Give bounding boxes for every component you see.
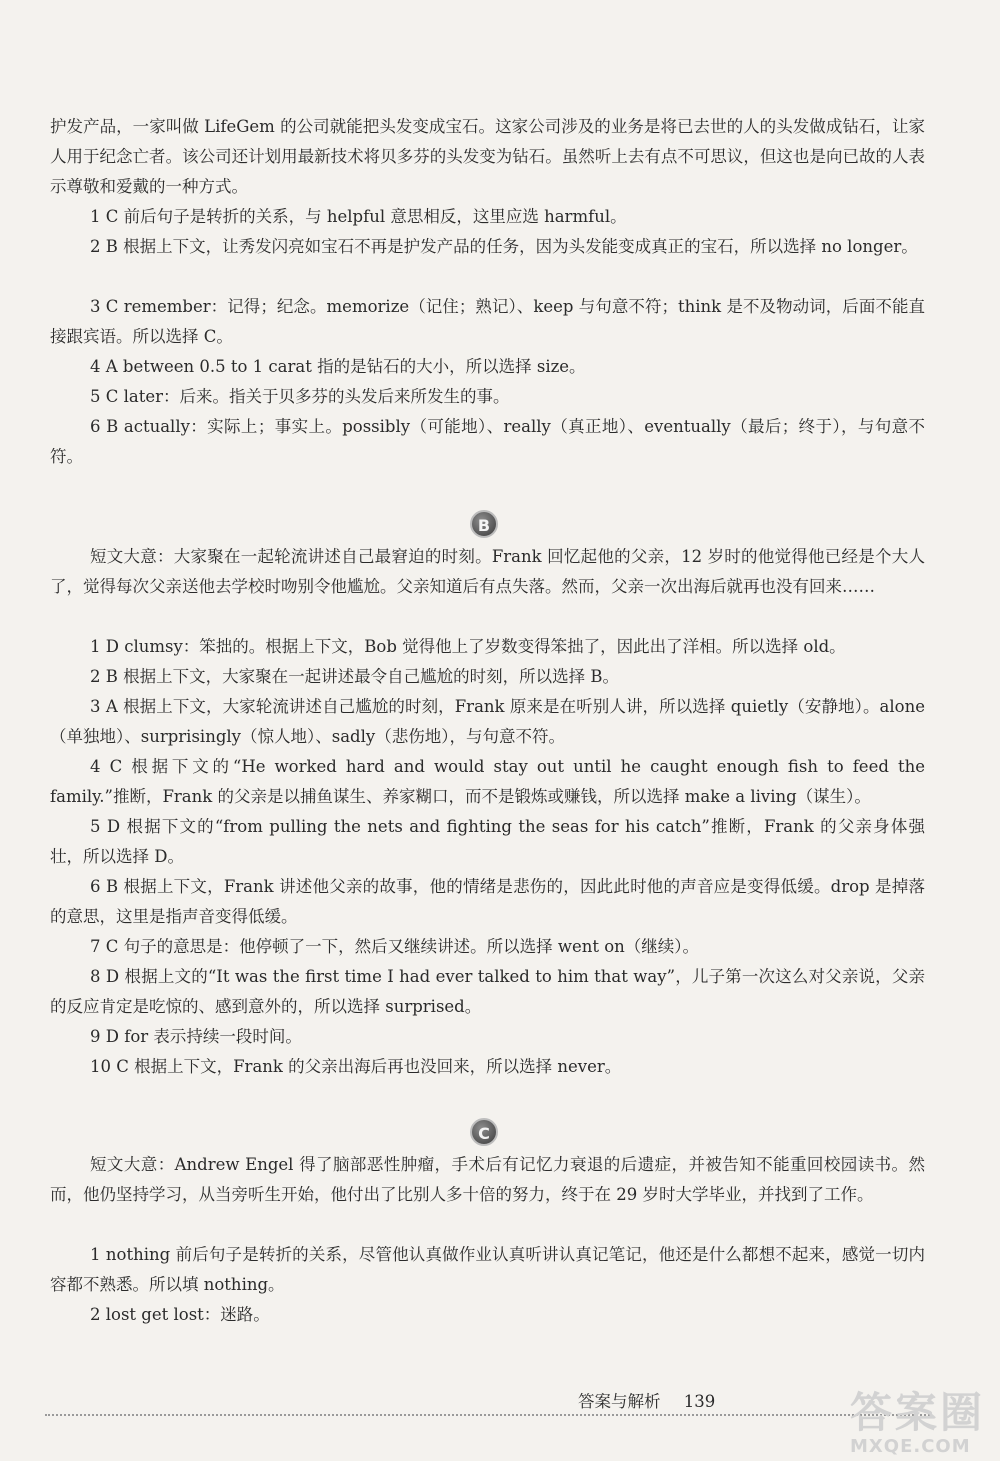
watermark-bottom: MXQE.COM	[850, 1436, 971, 1457]
answer-b-10: 10 C 根据上下文，Frank 的父亲出海后再也没回来，所以选择 never。	[90, 1057, 622, 1076]
answer-a-5: 5 C later：后来。指关于贝多芬的头发后来所发生的事。	[90, 387, 510, 406]
page-footer	[578, 1388, 715, 1412]
answer-b-3: 3 A 根据上下文，大家轮流讲述自己尴尬的时刻，Frank 原来是在听别人讲，所以选择 quietly（安静地）。alone（单独地）、surprisingly（惊人地）、sadly（悲伤地），与句意不符。	[50, 697, 925, 746]
answer-a-2: 2 B 根据上下文，让秀发闪亮如宝石不再是护发产品的任务，因为头发能变成真正的宝石，所以选择 no longer。	[90, 237, 918, 256]
watermark-top: 答案圈	[850, 1388, 986, 1437]
section-b-marker: B	[470, 510, 498, 538]
answer-a-3: 3 C remember：记得；纪念。memorize（记住；熟记）、keep 与句意不符；think 是不及物动词，后面不能直接跟宾语。所以选择 C。	[50, 297, 925, 346]
answer-b-1: 1 D clumsy：笨拙的。根据上下文，Bob 觉得他上了岁数变得笨拙了，因此出了洋相。所以选择 old。	[90, 637, 846, 656]
answer-b-4: 4 C 根据下文的“He worked hard and would stay out until he caught enough fish to feed the family.”推断，Frank 的父亲是以捕鱼谋生、养家糊口，而不是锻炼或赚钱，所以选择 make a living（谋生）。	[50, 757, 925, 806]
answer-b-5: 5 D 根据下文的“from pulling the nets and fighting the seas for his catch”推断，Frank 的父亲身体强壮，所以选择 D。	[50, 817, 925, 866]
answer-a-1: 1 C 前后句子是转折的关系，与 helpful 意思相反，这里应选 harmful。	[90, 207, 627, 226]
page-number: 139	[683, 1392, 716, 1411]
watermark-logo	[850, 1380, 985, 1457]
answer-a-6: 6 B actually：实际上；事实上。possibly（可能地）、really（真正地）、eventually（最后；终于），与句意不符。	[50, 417, 925, 466]
section-c-marker: C	[470, 1118, 498, 1146]
answer-b-7: 7 C 句子的意思是：他停顿了一下，然后又继续讲述。所以选择 went on（继续）。	[90, 937, 700, 956]
answer-c-2: 2 lost get lost：迷路。	[90, 1305, 270, 1324]
answer-b-2: 2 B 根据上下文，大家聚在一起讲述最令自己尴尬的时刻，所以选择 B。	[90, 667, 619, 686]
answer-b-9: 9 D for 表示持续一段时间。	[90, 1027, 302, 1046]
answer-b-8: 8 D 根据上文的“It was the first time I had ever talked to him that way”，儿子第一次这么对父亲说，父亲的反应肯定是吃惊的、感到意外的，所以选择 surprised。	[50, 967, 925, 1016]
answer-c-1: 1 nothing 前后句子是转折的关系，尽管他认真做作业认真听讲认真记笔记，他还是什么都想不起来，感觉一切内容都不熟悉。所以填 nothing。	[50, 1245, 925, 1294]
footer-divider	[45, 1414, 930, 1416]
footer-label: 答案与解析	[578, 1392, 661, 1411]
passage-summary-a-continued: 护发产品，一家叫做 LifeGem 的公司就能把头发变成宝石。这家公司涉及的业务是将已去世的人的头发做成钻石，让家人用于纪念亡者。该公司还计划用最新技术将贝多芬的头发变为钻石。虽然听上去有点不可思议，但这也是向已故的人表示尊敬和爱戴的一种方式。	[50, 117, 925, 196]
answer-a-4: 4 A between 0.5 to 1 carat 指的是钻石的大小，所以选择 size。	[90, 357, 586, 376]
passage-summary-b: 短文大意：大家聚在一起轮流讲述自己最窘迫的时刻。Frank 回忆起他的父亲，12 岁时的他觉得他已经是个大人了，觉得每次父亲送他去学校时吻别令他尴尬。父亲知道后有点失落。然而，父亲一次出海后就再也没有回来……	[50, 547, 925, 596]
answer-b-6: 6 B 根据上下文，Frank 讲述他父亲的故事，他的情绪是悲伤的，因此此时他的声音应是变得低缓。drop 是掉落的意思，这里是指声音变得低缓。	[50, 877, 925, 926]
passage-summary-c: 短文大意：Andrew Engel 得了脑部恶性肿瘤，手术后有记忆力衰退的后遗症，并被告知不能重回校园读书。然而，他仍坚持学习，从当旁听生开始，他付出了比别人多十倍的努力，终于在 29 岁时大学毕业，并找到了工作。	[50, 1155, 925, 1204]
